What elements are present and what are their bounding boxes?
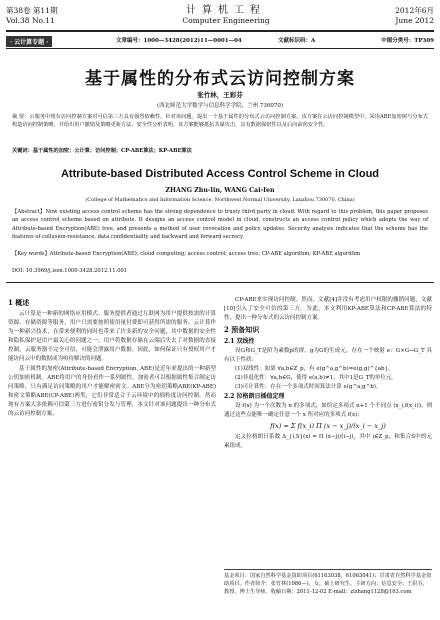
subsection-bilinear: 2.1 双线性 xyxy=(224,338,255,346)
authors-zh: 张竹林，王彩芬 xyxy=(197,91,243,99)
affiliation-zh: (西北师范大学数学与信息科学学院，兰州 730070) xyxy=(156,103,284,109)
issue-date xyxy=(395,6,434,26)
keywords-zh: 关键词：基于属性的加密；云计算；访问控制；CP-ABE算法；KP-ABE算法 xyxy=(12,148,192,154)
volume-info xyxy=(6,6,57,26)
journal-name xyxy=(146,6,306,26)
intro-paragraph-1: 云计算是一种新的网络应用模式。服务提供者通过互联网为用户提供按需的计算资源、存储资源等服务，用户只需要按照使用量付费即可获得所需的服务。云计算作为一种新兴技术，在带来便利的同时也带来了许多新的安全问题，其中数据的安全性和隐私保护是用户最关心的问题之一。用户将数据存储在云端后失去了对数据的直接控制，云服务器不完全可信，可能会泄露用户数据。因此，如何保证只有授权用户才能访问云中的数据成为亟待解决的问题。 xyxy=(8,311,216,363)
volume-zh: 第38卷 第11期 xyxy=(6,6,58,15)
lagrange-paragraph: 设 f(x) 为一个次数为 n 的多项式，如给定多项式 n+1 个不同点 (x_i,f(x_i))，则通过这些点能唯一确定任意一个 x 所对应的多项式 f(x)： xyxy=(224,402,432,418)
column-tag: · 云计算专题 · xyxy=(6,36,52,47)
abstract-rule xyxy=(6,282,434,283)
lagrange-coefficient: 定义拉格朗日系数 Δ_{i,S}(x) = Π (x−j)/(i−j)，其中 i∈Z_p，和集合S中的元素组成。 xyxy=(224,434,432,450)
property-1: (1)双线性：如果 ∀a,b∈Z_p，有 e(g^a,g^b)=e(g,g)^{ab}。 xyxy=(235,365,394,372)
journal-en: Computer Engineering xyxy=(182,16,270,25)
lagrange-formula: f(x) = Σ f(x_i) Π (x − x_j)/(x_i − x_j) xyxy=(270,421,386,430)
abstract-en: 【Abstract】Now existing access control scheme has the strong dependence to trusty third party in cloud. With regard to this problem, this paper proposes an access control scheme based on attribute. It designs an access control model in cloud, constructs an access control policy which adopts the way of Attribute-based Encryption(ABE) tree, and presents a method of user revocation and policy updates. Security analysis indicates that the scheme has the features of collusion-resistance, data confidentiality and backward and forward secrecy. xyxy=(12,209,428,240)
classification-number: 中图分类号：TP309 xyxy=(381,38,434,44)
keywords-en: 【Key words】Attribute-based Encryption(ABE); cloud computing; access control; access tree; CP-ABE algorithm; KP-ABE algorithm xyxy=(12,251,361,257)
bilinear-paragraph: 设G和G_T是阶为素数p的群，g为G的生成元。存在一个映射 e：G×G→G_T 具有以下性质： xyxy=(224,347,432,363)
property-2: (2)非退化性：∀a,b∈G，使得 e(a,b)≠1，其中1是G_T的单位元。 xyxy=(235,375,397,382)
affiliation-en: (College of Mathematics and Information Science, Northwest Normal University, Lanzhou 730070, China) xyxy=(85,197,355,203)
volume-en: Vol.38 No.11 xyxy=(6,16,55,25)
title-zh: 基于属性的分布式云访问控制方案 xyxy=(85,69,355,89)
article-meta xyxy=(6,34,434,46)
document-code: 文献标识码：A xyxy=(278,38,316,44)
date-en: June 2012 xyxy=(395,16,434,25)
authors-en: ZHANG Zhu-lin, WANG Cai-fen xyxy=(165,187,275,194)
running-header xyxy=(6,6,434,30)
journal-zh: 计算机工程 xyxy=(186,5,266,16)
header-rule xyxy=(6,30,434,32)
body-column-left xyxy=(8,296,216,419)
article-number: 文章编号：1000—3428(2012)11—0001—04 xyxy=(116,38,242,44)
property-3: (3)可计算性：存在一个多项式时间算法计算 e(g^a,g^b)。 xyxy=(235,384,382,391)
intro-paragraph-2: 基于属性的加密(Attribute-based Encryption, ABE)是近年来提出的一种新型公钥加密机制。ABE将用户的身份看作一系列属性，加密者可以根据属性集合制定访问策略，只有满足访问策略的用户才能解密密文。ABE分为密钥策略ABE(KP-ABE)和密文策略ABE(CP-ABE)两类，它们非常适合于云环境中的细粒度访问控制。然而现有方案大多依赖可信第三方进行密钥分发与管理，本文针对该问题提出一种分布式的云访问控制方案。 xyxy=(8,365,216,418)
date-zh: 2012年6月 xyxy=(395,6,434,15)
subsection-lagrange: 2.2 拉格朗日插值定理 xyxy=(224,393,285,401)
meta-rule xyxy=(6,48,434,49)
section-heading-intro: 1 概述 xyxy=(8,298,30,307)
section-heading-prelim: 2 预备知识 xyxy=(224,325,260,335)
doi: DOI: 10.3969/j.issn.1000-3428.2012.11.001 xyxy=(12,268,128,274)
continued-paragraph: CP-ABE来实现访问控制。然而，文献[4]并没有考虑用户权限的撤销问题，文献[10]引入了安全可信的第三方。为此，本文利用KP-ABE算法和CP-ABE算法的特性，提出一种分布式的云访问控制方案。 xyxy=(224,297,432,322)
body-column-right xyxy=(224,296,432,451)
title-en: Attribute-based Distributed Access Control Scheme in Cloud xyxy=(60,168,380,180)
abstract-zh: 摘 要：云服务中现有访问控制方案对可信第三方具有强烈依赖性。针对该问题，提出一个基于属性的分布式云访问控制方案。该方案在云访问控制模型中，采用ABE加密树与分布式构造访问控制策略，并给出用户撤销及策略更新方法。安全性分析表明，该方案能够抵抗共谋攻击，具有数据保密性以及后向前向安全性。 xyxy=(12,114,428,129)
footnote: 基金项目：国家自然科学基金资助项目(61163038，61063041)；甘肃省自然科学基金资助项目。作者简介：张竹林(1986—)，女，硕士研究生，主研方向：信息安全；王彩芬，教授、博士生导师。收稿日期：2011-12-02 E-mail：zlzhang1128@163.com xyxy=(224,569,432,596)
